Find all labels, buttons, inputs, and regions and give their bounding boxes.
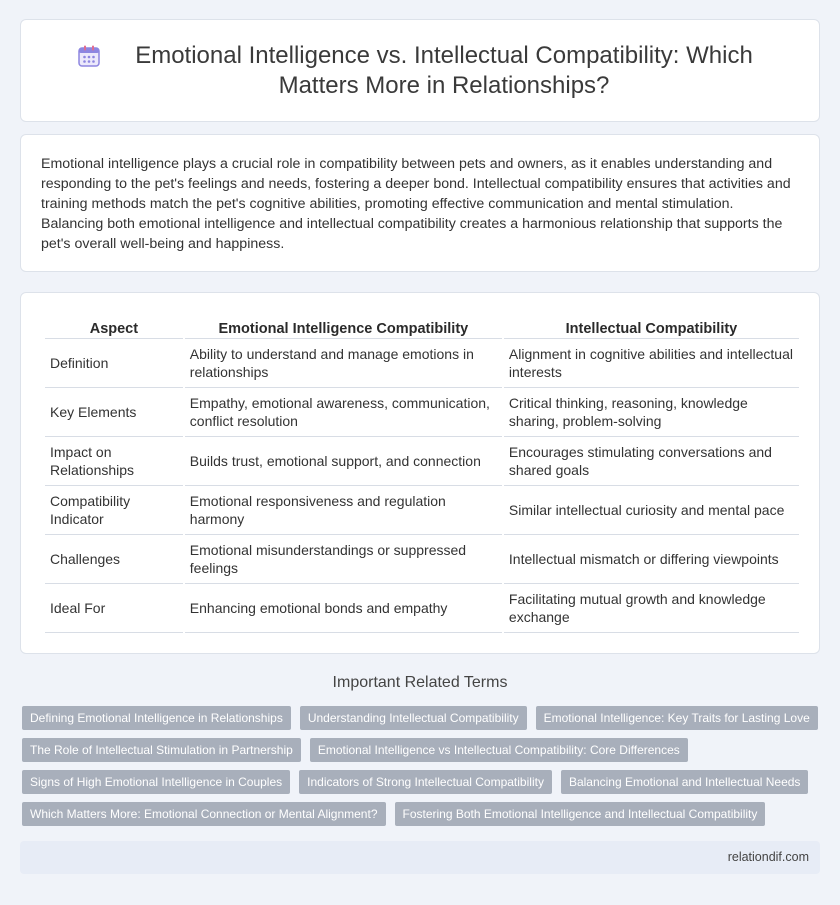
table-cell: Similar intellectual curiosity and mental pace xyxy=(504,486,799,535)
page-title: Emotional Intelligence vs. Intellectual Compatibility: Which Matters More in Relationships? xyxy=(135,41,753,99)
related-terms-heading: Important Related Terms xyxy=(332,674,508,691)
calendar-icon xyxy=(76,43,102,69)
table-row xyxy=(45,486,799,535)
related-term-link[interactable]: Defining Emotional Intelligence in Relationships xyxy=(22,706,291,730)
table-cell: Challenges xyxy=(45,535,183,584)
table-row xyxy=(45,584,799,633)
table-row xyxy=(45,437,799,486)
related-term-link[interactable]: Emotional Intelligence vs Intellectual Compatibility: Core Differences xyxy=(310,738,688,762)
related-term-link[interactable]: Signs of High Emotional Intelligence in Couples xyxy=(22,770,290,794)
column-header-emotional: Emotional Intelligence Compatibility xyxy=(185,317,502,339)
table-row xyxy=(45,388,799,437)
table-cell: Builds trust, emotional support, and connection xyxy=(185,437,502,486)
related-term-link[interactable]: Indicators of Strong Intellectual Compatibility xyxy=(299,770,552,794)
table-cell: Encourages stimulating conversations and shared goals xyxy=(504,437,799,486)
table-cell: Enhancing emotional bonds and empathy xyxy=(185,584,502,633)
table-cell: Empathy, emotional awareness, communication, conflict resolution xyxy=(185,388,502,437)
table-cell: Emotional misunderstandings or suppressed feelings xyxy=(185,535,502,584)
header-card xyxy=(20,19,820,122)
comparison-table xyxy=(43,317,801,633)
related-terms-list xyxy=(22,706,822,826)
table-cell: Facilitating mutual growth and knowledge exchange xyxy=(504,584,799,633)
table-cell: Definition xyxy=(45,339,183,388)
related-term-link[interactable]: Balancing Emotional and Intellectual Needs xyxy=(561,770,808,794)
column-header-aspect: Aspect xyxy=(45,317,183,339)
related-term-link[interactable]: Which Matters More: Emotional Connection or Mental Alignment? xyxy=(22,802,386,826)
table-cell: Ideal For xyxy=(45,584,183,633)
table-cell: Ability to understand and manage emotions in relationships xyxy=(185,339,502,388)
table-row xyxy=(45,339,799,388)
related-term-link[interactable]: The Role of Intellectual Stimulation in Partnership xyxy=(22,738,301,762)
table-header-row xyxy=(45,317,799,339)
comparison-table-card xyxy=(20,292,820,654)
table-cell: Emotional responsiveness and regulation harmony xyxy=(185,486,502,535)
footer-site-link[interactable]: relationdif.com xyxy=(727,850,809,864)
table-cell: Impact on Relationships xyxy=(45,437,183,486)
table-cell: Alignment in cognitive abilities and intellectual interests xyxy=(504,339,799,388)
intro-card xyxy=(20,134,820,272)
table-row xyxy=(45,535,799,584)
related-term-link[interactable]: Emotional Intelligence: Key Traits for Lasting Love xyxy=(536,706,818,730)
related-term-link[interactable]: Understanding Intellectual Compatibility xyxy=(300,706,527,730)
intro-paragraph: Emotional intelligence plays a crucial role in compatibility between pets and owners, as it enables understanding and responding to the pet's feelings and needs, fostering a deeper bond. Intellectual compatibility ensures that activities and training methods match the pet's cognitive abilities, promoting effective communication and mental stimulation. Balancing both emotional intelligence and intellectual compatibility creates a harmonious relationship that supports the pet's overall well-being and happiness. xyxy=(41,156,791,252)
column-header-intellectual: Intellectual Compatibility xyxy=(504,317,799,339)
table-cell: Compatibility Indicator xyxy=(45,486,183,535)
table-cell: Critical thinking, reasoning, knowledge sharing, problem-solving xyxy=(504,388,799,437)
table-cell: Intellectual mismatch or differing viewpoints xyxy=(504,535,799,584)
related-term-link[interactable]: Fostering Both Emotional Intelligence and Intellectual Compatibility xyxy=(395,802,766,826)
footer xyxy=(20,841,820,874)
table-cell: Key Elements xyxy=(45,388,183,437)
